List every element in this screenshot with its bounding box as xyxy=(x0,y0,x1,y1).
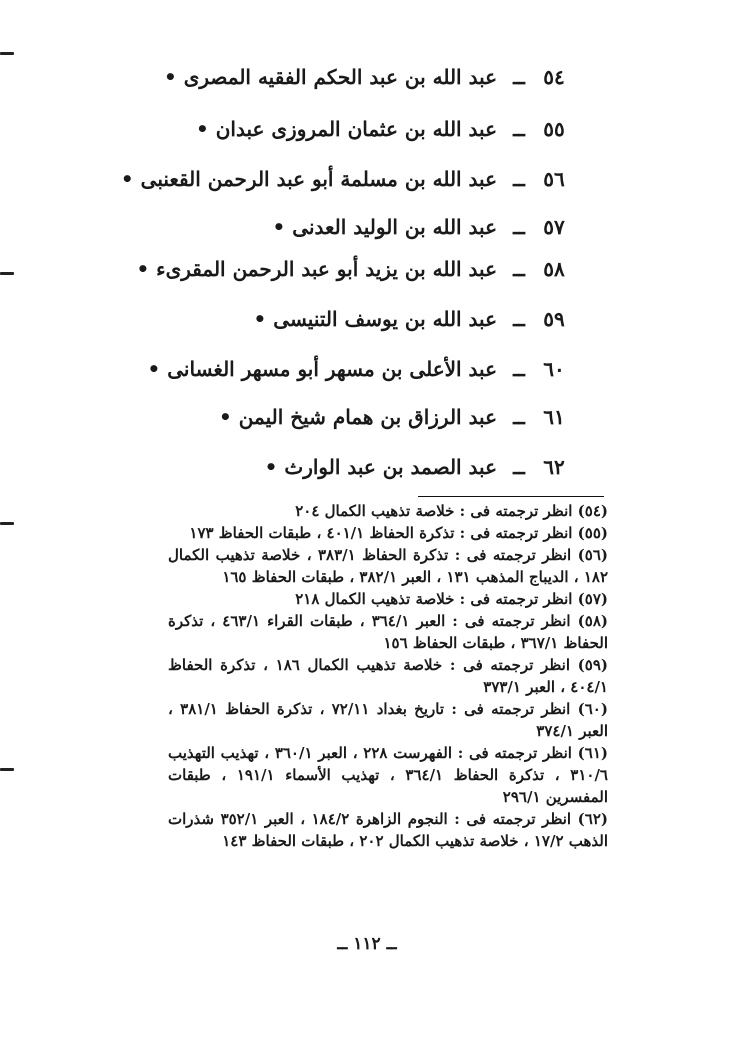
footnote-54: (٥٤) انظر ترجمته فى : خلاصة تذهيب الكمال ٢٠٤ xyxy=(295,502,608,520)
entry-number: ٥٩ xyxy=(543,307,565,331)
margin-mark xyxy=(0,768,14,771)
entry-58 xyxy=(136,256,574,282)
footnote-59: (٥٩) انظر ترجمته فى : خلاصة تذهيب الكمال ١٨٦ ، تذكرة الحفاظ ٤٠٤/١ ، العبر ٣٧٣/١ xyxy=(168,656,608,696)
footnote-57: (٥٧) انظر ترجمته فى : خلاصة تذهيب الكمال ٢١٨ xyxy=(295,590,608,608)
entry-name: عبد الأعلى بن مسهر أبو مسهر الغسانى • xyxy=(147,357,498,381)
entry-name: عبد الرزاق بن همام شيخ اليمن • xyxy=(219,405,498,429)
margin-mark xyxy=(0,272,14,275)
entry-number: ٦٢ xyxy=(543,455,565,479)
entry-dash: ــ xyxy=(513,167,525,191)
entry-61 xyxy=(219,404,574,430)
entry-number: ٥٤ xyxy=(543,65,565,89)
page-number: ــ ١١٢ ــ xyxy=(337,934,397,954)
entry-dash: ــ xyxy=(513,215,525,239)
entry-57 xyxy=(273,214,574,240)
entry-name: عبد الله بن عثمان المروزى عبدان • xyxy=(195,117,498,141)
footnote-62: (٦٢) انظر ترجمته فى : النجوم الزاهرة ١٨٤/٢ ، العبر ٣٥٢/١ شذرات الذهب ١٧/٢ ، خلاصة تذهيب الكمال ٢٠٢ ، طبقات الحفاظ ١٤٣ xyxy=(168,810,608,850)
entry-59 xyxy=(254,306,574,332)
footnotes xyxy=(168,500,608,852)
footnote-56: (٥٦) انظر ترجمته فى : تذكرة الحفاظ ٣٨٣/١ ، خلاصة تذهيب الكمال ١٨٢ ، الديباج المذهب ١٣١ ، العبر ٣٨٢/١ ، طبقات الحفاظ ١٦٥ xyxy=(168,546,608,586)
entry-number: ٥٥ xyxy=(543,117,565,141)
entry-name: عبد الله بن عبد الحكم الفقيه المصرى • xyxy=(163,65,498,89)
entry-dash: ــ xyxy=(513,257,525,281)
entry-number: ٥٧ xyxy=(543,215,565,239)
entry-56 xyxy=(121,166,574,192)
entry-60 xyxy=(148,356,574,382)
entry-54 xyxy=(164,64,574,90)
entry-name: عبد الصمد بن عبد الوارث • xyxy=(264,455,498,479)
entry-dash: ــ xyxy=(513,357,525,381)
footnote-separator xyxy=(418,496,604,497)
entry-name: عبد الله بن يوسف التنيسى • xyxy=(253,307,498,331)
footnote-55: (٥٥) انظر ترجمته فى : تذكرة الحفاظ ٤٠١/١ ، طبقات الحفاظ ١٧٣ xyxy=(189,524,608,542)
entry-name: عبد الله بن مسلمة أبو عبد الرحمن القعنبى • xyxy=(120,167,498,191)
entry-number: ٦٠ xyxy=(543,357,565,381)
entry-number: ٥٦ xyxy=(543,167,565,191)
entry-name: عبد الله بن الوليد العدنى • xyxy=(272,215,498,239)
entry-dash: ــ xyxy=(513,405,525,429)
entry-dash: ــ xyxy=(513,117,525,141)
footnote-58: (٥٨) انظر ترجمته فى : العبر ٣٦٤/١ ، طبقات القراء ٤٦٣/١ ، تذكرة الحفاظ ٣٦٧/١ ، طبقات الحفاظ ١٥٦ xyxy=(168,612,608,652)
entry-number: ٥٨ xyxy=(543,257,565,281)
entry-62 xyxy=(265,454,574,480)
entry-dash: ــ xyxy=(513,65,525,89)
footnote-60: (٦٠) انظر ترجمته فى : تاريخ بغداد ٧٢/١١ ، تذكرة الحفاظ ٣٨١/١ ، العبر ٣٧٤/١ xyxy=(168,700,608,740)
entry-number: ٦١ xyxy=(543,405,565,429)
entry-name: عبد الله بن يزيد أبو عبد الرحمن المقرىء • xyxy=(136,257,498,281)
entry-55 xyxy=(196,116,574,142)
entry-dash: ــ xyxy=(513,455,525,479)
margin-mark xyxy=(0,52,14,55)
footnote-61: (٦١) انظر ترجمته فى : الفهرست ٢٢٨ ، العبر ٣٦٠/١ ، تهذيب التهذيب ٣١٠/٦ ، تذكرة الحفاظ ٣٦٤/١ ، تهذيب الأسماء ١٩١/١ ، طبقات المفسرين ٢٩٦/١ xyxy=(168,744,608,806)
entry-dash: ــ xyxy=(513,307,525,331)
margin-mark xyxy=(0,522,14,525)
